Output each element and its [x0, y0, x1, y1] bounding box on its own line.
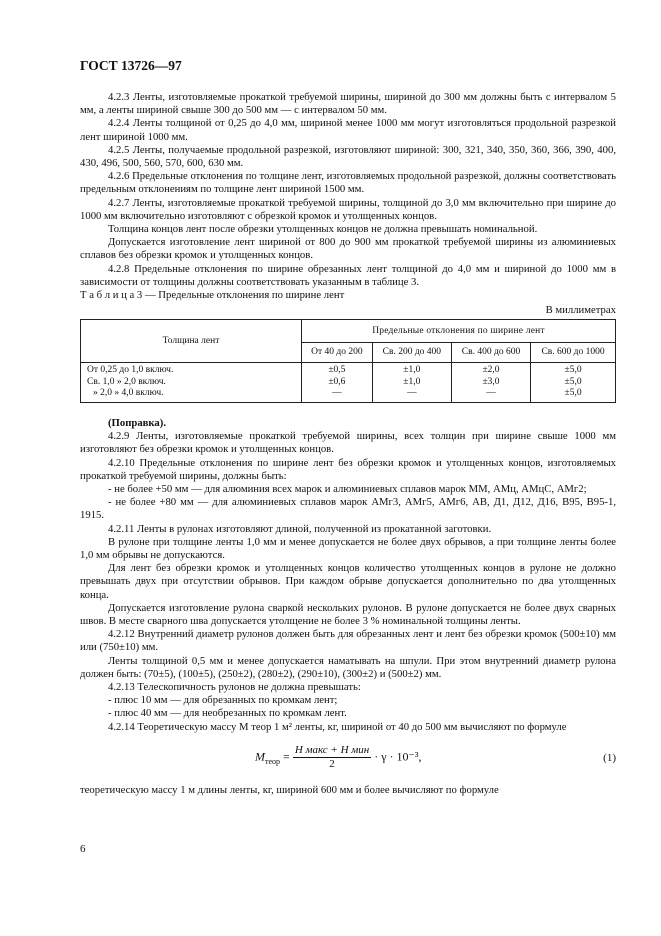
table-value: ±1,0 — [403, 365, 421, 376]
paragraph-4-2-11-b: Для лент без обрезки кромок и утолщенных концов количество утолщенных концов в рулоне не должно превышать двух при отсутствии обрывов. При каждом обрыве допускается дополнительно по два утолщенных конца. — [80, 562, 616, 601]
table-units: В миллиметрах — [545, 304, 616, 317]
formula-numerator: H макс + H мин — [293, 744, 371, 758]
thickness-row-1: От 0,25 до 1,0 включ. — [87, 365, 174, 376]
formula-1 — [80, 738, 616, 784]
paragraph-4-2-11: 4.2.11 Ленты в рулонах изготовляют длиной, полученной из прокатанной заготовки. — [108, 522, 492, 535]
column-header: Св. 400 до 600 — [451, 343, 530, 363]
paragraph-4-2-13: 4.2.13 Телескопичность рулонов не должна превышать: — [108, 681, 361, 694]
table-value: ±0,5 — [328, 365, 346, 376]
formula-fraction — [293, 744, 371, 771]
thickness-row-2: Св. 1,0 » 2,0 включ. — [87, 376, 166, 387]
table-value: — — [486, 388, 496, 399]
thickness-cell — [81, 363, 302, 403]
values-col-1 — [302, 363, 373, 403]
table-value: ±3,0 — [482, 376, 500, 387]
paragraph-4-2-11-c: Допускается изготовление рулона сваркой нескольких рулонов. В рулоне допускается не более двух сварных швов. В месте сварного шва допускается утолщение не более 3 % номинальной толщины ленты. — [80, 601, 616, 627]
paragraph-4-2-12-a: Ленты толщиной 0,5 мм и менее допускается наматывать на шпули. При этом внутренний диаметр рулона должен быть: (70±5), (100±5), (250±2), (280±2), (290±10), (300±2) и (500±2) мм. — [80, 654, 616, 680]
paragraph-4-2-11-a: В рулоне при толщине ленты 1,0 мм и менее допускается не более двух обрывов, а при толщине ленты более 1,0 мм обрывы не допускаются. — [80, 535, 616, 561]
table-caption: Т а б л и ц а 3 — Предельные отклонения по ширине лент — [80, 289, 345, 302]
thickness-header: Толщина лент — [81, 320, 302, 363]
table-3 — [80, 319, 616, 403]
paragraph-4-2-10: 4.2.10 Предельные отклонения по ширине лент без обрезки кромок и утолщенных концов, изготовляемых прокаткой требуемой ширины, должны быть: — [80, 456, 616, 482]
group-header: Предельные отклонения по ширине лент — [302, 320, 616, 343]
formula-lhs: M — [255, 749, 265, 764]
paragraph-4-2-13-a: - плюс 10 мм — для обрезанных по кромкам лент; — [108, 694, 338, 707]
formula-denominator: 2 — [329, 758, 335, 771]
formula-body: $M_{теор}$ = $\frac{\text{H макс + H мин}}{2}$ · γ · 10⁻³, — [255, 743, 422, 771]
table-value: — — [407, 388, 417, 399]
table-value: — — [332, 388, 342, 399]
values-col-4 — [531, 363, 616, 403]
paragraph-4-2-8: 4.2.8 Предельные отклонения по ширине обрезанных лент толщиной до 4,0 мм и шириной до 1000 мм в зависимости от толщины должны соответствовать указанным в таблице 3. — [80, 262, 616, 288]
column-header: От 40 до 200 — [302, 343, 373, 363]
table-value: ±2,0 — [482, 365, 500, 376]
table-value: ±0,6 — [328, 376, 346, 387]
values-col-2 — [372, 363, 451, 403]
document-header: ГОСТ 13726—97 — [80, 58, 182, 73]
column-header: Св. 200 до 400 — [372, 343, 451, 363]
paragraph-allowed-800-900: Допускается изготовление лент шириной от 800 до 900 мм прокаткой требуемой ширины из алюминиевых сплавов без обрезки кромок и утолщенных концов. — [80, 236, 616, 262]
paragraph-4-2-13-b: - плюс 40 мм — для необрезанных по кромкам лент. — [108, 707, 347, 720]
values-col-3 — [451, 363, 530, 403]
document-body — [80, 91, 616, 797]
page-number: 6 — [80, 843, 86, 855]
formula-rest: · γ · 10⁻³, — [374, 749, 422, 764]
column-header: Св. 600 до 1000 — [531, 343, 616, 363]
paragraph-4-2-5: 4.2.5 Ленты, получаемые продольной разрезкой, изготовляют шириной: 300, 321, 340, 350, 360, 366, 390, 400, 430, 496, 500, 560, 570, 600, 630 мм. — [80, 143, 616, 170]
popravka-note: (Поправка). — [108, 416, 167, 429]
formula-lhs-sub: теор — [265, 756, 281, 766]
paragraph-4-2-3: 4.2.3 Ленты, изготовляемые прокаткой требуемой ширины, шириной до 300 мм должны быть с интервалом 5 мм, а ленты шириной свыше 300 до 500 мм — с интервалом 50 мм. — [80, 91, 616, 117]
paragraph-4-2-4: 4.2.4 Ленты толщиной от 0,25 до 4,0 мм, шириной менее 1000 мм могут изготовляться продольной разрезкой лент шириной 1000 мм. — [80, 117, 616, 143]
table-value: ±1,0 — [403, 376, 421, 387]
paragraph-4-2-6: 4.2.6 Предельные отклонения по толщине лент, изготовляемых продольной разрезкой, должны соответствовать предельным отклонениям по толщине лент шириной 1500 мм. — [80, 170, 616, 196]
formula-number: (1) — [603, 751, 616, 764]
table-value: ±5,0 — [564, 388, 582, 399]
paragraph-4-2-12: 4.2.12 Внутренний диаметр рулонов должен быть для обрезанных лент и лент без обрезки кромок (500±10) мм или (750±10) мм. — [80, 628, 616, 654]
paragraph-4-2-14: 4.2.14 Теоретическую массу M теор 1 м² ленты, кг, шириной от 40 до 500 мм вычисляют по формуле — [108, 720, 567, 733]
thickness-row-3: » 2,0 » 4,0 включ. — [93, 388, 164, 399]
table-value: ±5,0 — [564, 376, 582, 387]
paragraph-4-2-10-a: - не более +50 мм — для алюминия всех марок и алюминиевых сплавов марок ММ, АМц, АМцС, АМг2; — [108, 482, 587, 495]
paragraph-4-2-10-b: - не более +80 мм — для алюминиевых сплавов марок АМг3, АМг5, АМг6, АВ, Д1, Д12, Д16, В95, В95-1, 1915. — [80, 496, 616, 522]
paragraph-after-formula: теоретическую массу 1 м длины ленты, кг, шириной 600 мм и более вычисляют по формуле — [80, 783, 499, 796]
paragraph-4-2-9: 4.2.9 Ленты, изготовляемые прокаткой требуемой ширины, всех толщин при ширине свыше 1000 мм изготовляют без обрезки кромок и утолщенных концов. — [80, 430, 616, 456]
table-value: ±5,0 — [564, 365, 582, 376]
paragraph-ends-thickness: Толщина концов лент после обрезки утолщенных концов не должна превышать номинальной. — [108, 223, 538, 236]
paragraph-4-2-7: 4.2.7 Ленты, изготовляемые прокаткой требуемой ширины, толщиной до 3,0 мм включительно при ширине до 1000 мм включительно изготовляют с обрезкой кромок и утолщенных концов. — [80, 196, 616, 222]
